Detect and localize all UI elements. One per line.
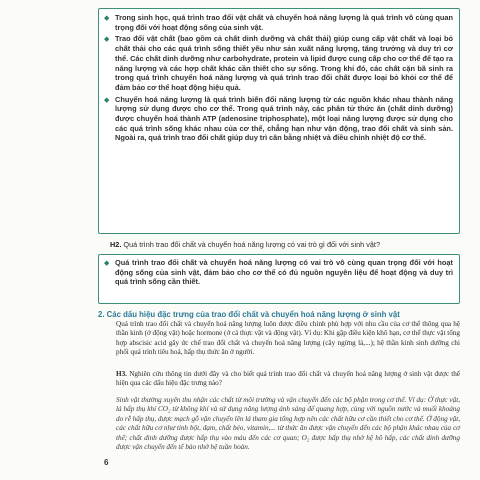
section-heading: 2. Các dấu hiệu đặc trưng của trao đổi chất và chuyển hoá năng lượng ở sinh vật bbox=[98, 310, 400, 319]
question-h3 bbox=[116, 370, 460, 389]
bullet-text: Chuyển hoá năng lượng là quá trình biến đổi năng lượng từ các nguồn khác nhau thành năng lượng sử dụng được cho cơ thể. Trong quá trình này, các phân tử thức ăn (chất dinh dưỡng) được chuyển hoá thành ATP (adenosine triphosphate), một loại năng lượng được sử dụng cho các quá trình sống khác nhau của cơ thể, chẳng hạn như vận động, trao đổi chất và sinh sản. Ngoài ra, quá trình trao đổi chất giúp duy trì cân bằng nhiệt và điều chỉnh nhiệt độ cơ thể. bbox=[115, 94, 453, 143]
bullet-text: Trao đổi vật chất (bao gồm cả chất dinh dưỡng và chất thải) giúp cung cấp vật chất và loại bỏ chất thải cho các quá trình sống thiết yếu như sản xuất năng lượng, tăng trưởng và duy trì cơ thể. Các chất dinh dưỡng như carbohydrate, protein và lipid được cung cấp cho cơ thể để tạo ra năng lượng và các hợp chất khác cần thiết cho sự sống. Trong khi đó, các chất cặn bã sinh ra trong quá trình chuyển hoá năng lượng và quá trình trao đổi chất được loại bỏ khỏi cơ thể để đảm bảo cơ thể hoạt động hiệu quả. bbox=[115, 34, 453, 92]
diamond-bullet-icon: ◆ bbox=[104, 35, 110, 44]
bullet-text: Quá trình trao đổi chất và chuyển hoá năng lượng có vai trò vô cùng quan trọng đối với hoạt động sống của sinh vật, đảm bảo cho cơ thể có đủ nguồn nguyên liệu để hoạt động và duy trì quá trình sống cần thiết. bbox=[115, 258, 453, 287]
diamond-bullet-icon: ◆ bbox=[104, 95, 110, 104]
list-item bbox=[104, 94, 453, 144]
italic-paragraph: Sinh vật thường xuyên thu nhận các chất từ môi trường và vận chuyển đến các bộ phận trong cơ thể. Ví dụ: Ở thực vật, lá hấp thụ khí CO₂ từ không khí và sử dụng năng lượng ánh sáng để quang hợp, cùng với nguồn nước và muối khoáng do rễ hấp thụ, được mạch gỗ vận chuyển lên lá tham gia tổng hợp nên các chất hữu cơ cần thiết cho cơ thể. Ở động vật, các chất hữu cơ như tinh bột, đạm, chất béo, vitamin,... từ thức ăn được vận chuyển đến các bộ phận khác nhau của cơ thể; chất dinh dưỡng được hấp thụ vào máu đến các cơ quan; O₂ được hấp thụ nhờ hệ hô hấp, các chất dinh dưỡng được vận chuyển đến tế bào nhờ hệ tuần hoàn. bbox=[116, 396, 460, 452]
question-text: Nghiên cứu thông tin dưới đây và cho biết quá trình trao đổi chất và chuyển hoá năng lượng ở sinh vật được thể hiện qua các dấu hiệu đặc trưng nào? bbox=[116, 370, 460, 388]
diamond-bullet-icon: ◆ bbox=[104, 259, 110, 267]
question-label: H2. bbox=[110, 240, 122, 249]
list-item bbox=[104, 13, 453, 32]
summary-box bbox=[98, 8, 460, 234]
body-paragraph: Quá trình trao đổi chất và chuyển hoá năng lượng luôn được điều chỉnh phù hợp với nhu cầu của cơ thể thông qua hệ thần kinh (ở động vật) hoặc hormone (ở cả thực vật và động vật). Ví dụ: Khi gặp điều kiện khô hạn, cơ thể thực vật tổng hợp abscisic acid gây ức chế trao đổi chất và chuyển hoá năng lượng (cây ngừng lá,...); hệ thần kinh sinh dưỡng chi phối quá trình tiêu hoá, hấp thụ thức ăn ở người. bbox=[116, 320, 460, 357]
diamond-bullet-icon: ◆ bbox=[104, 14, 110, 22]
answer-box bbox=[98, 254, 460, 304]
question-label: H3. bbox=[116, 370, 127, 378]
list-item bbox=[104, 34, 453, 92]
question-h2 bbox=[110, 240, 464, 249]
page-number: 6 bbox=[104, 458, 109, 467]
question-text: Quá trình trao đổi chất và chuyển hoá năng lượng có vai trò gì đối với sinh vật? bbox=[123, 240, 381, 249]
bullet-text: Trong sinh học, quá trình trao đổi vật chất và chuyển hoá năng lượng là quá trình vô cùng quan trọng đối với hoạt động sống của sinh vật. bbox=[115, 13, 453, 32]
list-item bbox=[104, 258, 453, 287]
